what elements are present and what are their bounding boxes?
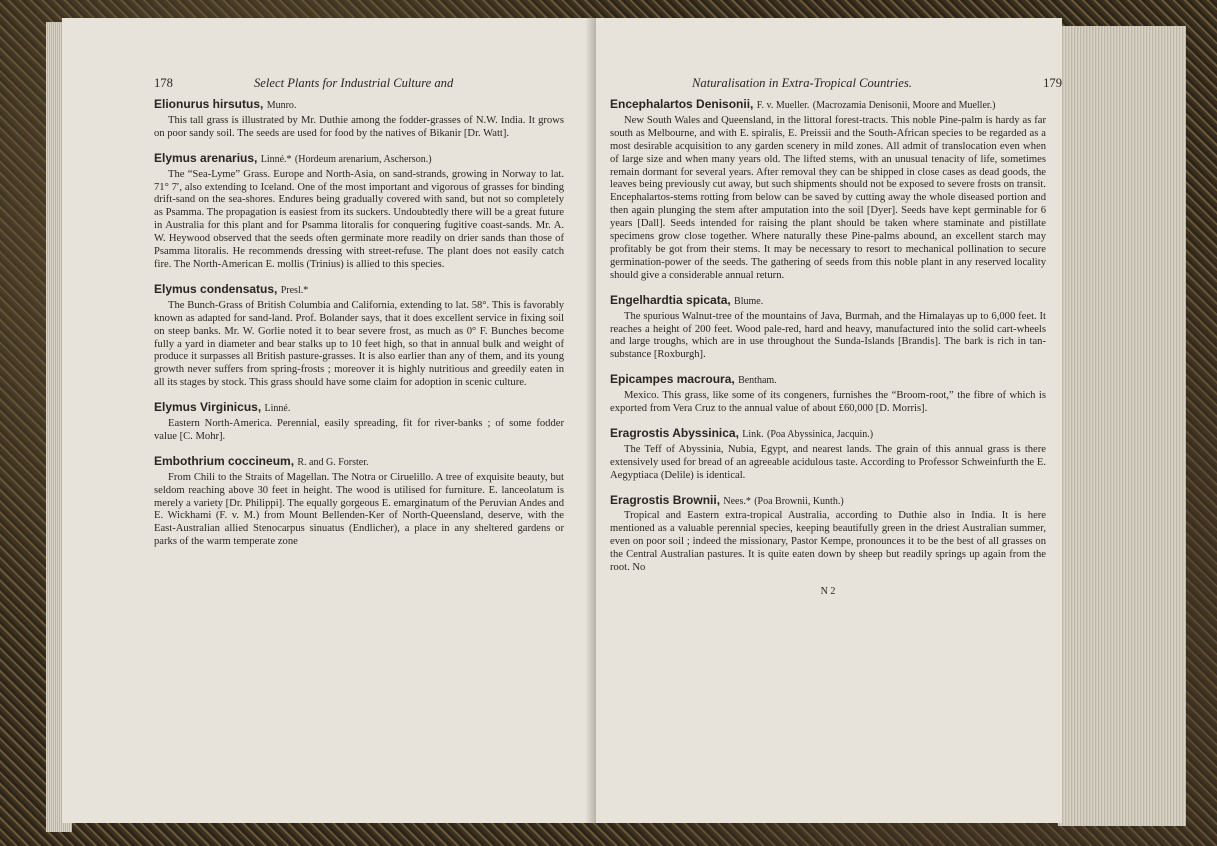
entry-text: The “Sea-Lyme” Grass. Europe and North-Asia, on sand-strands, growing in Norway to lat. 71° 7′, also extending to Iceland. One of the most important and vigorous of grasses for binding drift-sand on the sea-shores. Endures being gradually covered with sand, but not so completely as Psamma. The propagation is easiest from its suckers. Undoubtedly there will be a great future in Australia for this plant and for Psamma litoralis for conquering fugitive coast-sands. Mr. A. W. Heywood observed that the seeds often germinate more readily on drier sands than those of Psamma litoralis. He recommends dressing with street-refuse. The plant does not easily catch fire. The North-American E. mollis (Trinius) is allied to this species.: [154, 168, 564, 270]
entry: [154, 152, 564, 272]
page-edges-right: [1058, 26, 1186, 826]
entry-synonym: (Poa Brownii, Kunth.): [754, 495, 844, 507]
text-column-left: [154, 98, 564, 549]
right-page: [596, 18, 1062, 823]
entry: [154, 455, 564, 549]
entry-synonym: (Macrozamia Denisonii, Moore and Mueller.): [812, 100, 996, 111]
entry-text: This tall grass is illustrated by Mr. Duthie among the fodder-grasses of N.W. India. It grows on poor sandy soil. The seeds are used for food by the natives of Bikanir [Dr. Watt].: [154, 114, 564, 139]
entry-synonym: (Hordeum arenarium, Ascherson.): [294, 153, 432, 165]
entry: [610, 373, 1046, 416]
entry-authority: Linné.: [264, 403, 291, 415]
entry: [154, 283, 564, 390]
entry-name: Encephalartos Denisonii,: [610, 97, 754, 111]
entry-name: Eragrostis Abyssinica,: [610, 425, 739, 440]
running-head-left: [154, 76, 600, 98]
entry-text: Eastern North-America. Perennial, easily spreading, fit for river-banks ; of some fodder value [C. Mohr].: [154, 418, 564, 442]
entry-authority: Nees.*: [723, 495, 751, 507]
entry-name: Embothrium coccineum,: [154, 453, 295, 468]
entry-authority: Linné.*: [260, 153, 292, 165]
running-title: Select Plants for Industrial Culture and: [254, 76, 454, 90]
entry-authority: Munro.: [266, 100, 297, 111]
text-column-right: [610, 98, 1046, 599]
entry: [154, 401, 564, 444]
entry: [610, 98, 1046, 283]
entry-name: Elymus Virginicus,: [154, 400, 262, 415]
entry-text: The Bunch-Grass of British Columbia and California, extending to lat. 58°. This is favorably known as adapted for sand-land. Prof. Bolander says, that it does excellent service in fixing soil on steep banks. Mr. W. Gorlie noted it to bear severe frost, as much as 0° F. Bunches become fully a yard in diameter and bear stalks up to 10 feet high, so that in annual bulk and weight of produce it surpasses all British pasture-grasses. It is also earlier than any of them, and its young growth never suffers from spring-frosts ; moreover it is highly nutritious and greedily eaten in all its stages by stock. This grass should have some claim for adoption in scenic culture.: [154, 299, 564, 389]
entry-name: Engelhardtia spicata,: [610, 292, 731, 307]
entry-name: Eragrostis Brownii,: [610, 492, 721, 507]
left-page: [62, 18, 600, 823]
entry-text: Mexico. This grass, like some of its congeners, furnishes the “Broom-root,” the fibre of which is exported from Vera Cruz to the annual value of about £60,000 [D. Morris].: [610, 390, 1046, 415]
entry-name: Elymus condensatus,: [154, 281, 278, 296]
entry-name: Elionurus hirsutus,: [154, 97, 264, 111]
entry-text: From Chili to the Straits of Magellan. The Notra or Ciruelillo. A tree of exquisite beauty, but seldom reaching above 30 feet in height. The wood is utilised for furniture. E. lanceolatum is merely a variety [Dr. Philippi]. The equally gorgeous E. emarginatum of the Peruvian Andes and E. Wickhami (F. v. M.) from Mount Bellenden-Ker of North-Queensland, deserve, with the East-Australian allied Stenocarpus sinuatus (Endlicher), a place in any sheltered gardens or parks of the warm temperate zone: [154, 471, 564, 548]
page-number: 179: [1043, 76, 1062, 90]
entry-authority: Link.: [742, 428, 764, 440]
entry-name: Elymus arenarius,: [154, 150, 258, 165]
running-head-right: [610, 76, 1062, 98]
entry-authority: F. v. Mueller.: [756, 100, 810, 111]
entry-name: Epicampes macroura,: [610, 372, 735, 387]
page-number: 178: [154, 76, 173, 90]
entry: [154, 98, 564, 141]
entry: [610, 294, 1046, 363]
entry-authority: Blume.: [734, 295, 764, 307]
entry-synonym: (Poa Abyssinica, Jacquin.): [767, 428, 874, 440]
entry-authority: Presl.*: [280, 284, 309, 296]
entry-authority: R. and G. Forster.: [297, 456, 369, 468]
entry-text: New South Wales and Queensland, in the littoral forest-tracts. This noble Pine-palm is hardy as far south as Melbourne, and with E. spiralis, E. Preissii and the South-African species to be regarded as a most desirable acquisition to any garden scenery in mild zones. All admit of translocation even when of large size and when many years old. The lifted stems, with an unusual tenacity of life, sometimes remain dormant for several years. After removal they can be shipped in close cases as dead goods, the leaves being previously cut away, but such shipments should not be exposed to severe frosts on transit. Encephalartos-stems rotting from below can be saved by cutting away the whole diseased portion and then again plunging the stem after amputation into the soil [Dyer]. Seeds have kept germinable for 6 years [Dall]. Seeds intended for raising the plant should be taken where staminate and pistillate specimens grow close together. Where naturally these Pine-palms abound, an excellent starch may profitably be got from their stems. It may be necessary to resort to mechanical pollination to secure germination-power of the seeds. The gathering of seeds from this noble plant in any reserved locality should give a considerable annual return.: [610, 114, 1046, 281]
entry-authority: Bentham.: [738, 375, 777, 387]
entry-text: Tropical and Eastern extra-tropical Australia, according to Duthie also in India. It is here mentioned as a valuable perennial species, keeping beautifully green in the driest Australian summer, even on poor soil ; indeed the missionary, Pastor Kempe, pronounces it to be the best of all grasses on the Central Australian pastures. It is quite eaten down by sheep but readily springs up again from the root. No: [610, 510, 1046, 574]
entry: [610, 427, 1046, 483]
entry-text: The spurious Walnut-tree of the mountains of Java, Burmah, and the Himalayas up to 6,000 feet. It reaches a height of 200 feet. Wood pale-red, hard and heavy, manufactured into the solid cart-wheels and large troughs, which are in use throughout the Sunda-Islands [Brandis]. The bark is rich in tan-substance [Roxburgh].: [610, 310, 1046, 361]
entry-text: The Teff of Abyssinia, Nubia, Egypt, and nearest lands. The grain of this annual grass is there extensively used for bread of an agreeable acidulous taste. According to Professor Schweinfurth the E. Aegyptiaca (Delile) is identical.: [610, 443, 1046, 481]
running-title: Naturalisation in Extra-Tropical Countries.: [692, 76, 912, 90]
entry: [610, 494, 1046, 575]
signature-mark: N 2: [820, 586, 836, 597]
